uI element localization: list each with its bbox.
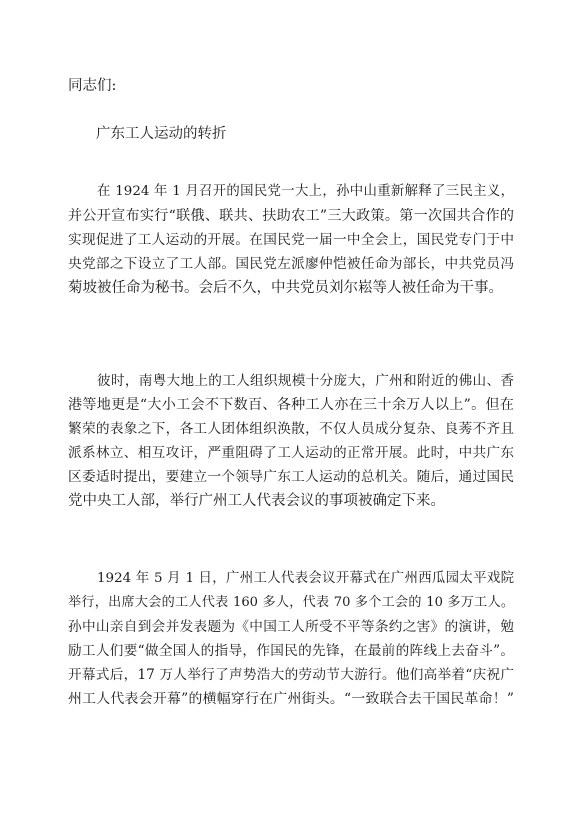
paragraph-line: 央党部之下设立了工人部。国民党左派廖仲恺被任命为部长，中共党员冯 (68, 256, 514, 272)
paragraph-line: 在 1924 年 1 月召开的国民党一大上，孙中山重新解释了三民主义， (97, 184, 514, 199)
paragraph-line: 派系林立、相互攻讦，严重阻碍了工人运动的正常开展。此时，中共广东 (68, 445, 514, 461)
paragraph-line: 并公开宣布实行“联俄、联共、扶助农工”三大政策。第一次国共合作的 (68, 208, 514, 224)
paragraph-line: 1924 年 5 月 1 日，广州工人代表会议开幕式在广州西瓜园太平戏院 (97, 571, 514, 586)
salutation: 同志们: (68, 78, 117, 94)
paragraph-2 (68, 369, 514, 513)
paragraph-line: 励工人们要“做全国人的指导，作国民的先锋，在最前的阵线上去奋斗”。 (68, 643, 514, 659)
paragraph-line: 党中央工人部，举行广州工人代表会议的事项被确定下来。 (68, 493, 445, 509)
paragraph-line: 区委适时提出，要建立一个领导广东工人运动的总机关。随后，通过国民 (68, 469, 514, 485)
paragraph-line: 港等地更是“大小工会不下数百、各种工人亦在三十余万人以上”。但在 (68, 397, 514, 413)
paragraph-line: 实现促进了工人运动的开展。在国民党一届一中全会上，国民党专门于中 (68, 232, 514, 248)
paragraph-line: 举行，出席大会的工人代表 160 多人，代表 70 多个工会的 10 多万工人。 (68, 595, 514, 610)
paragraph-1 (68, 180, 514, 300)
paragraph-line: 开幕式后，17 万人举行了声势浩大的劳动节大游行。他们高举着“庆祝广 (68, 667, 514, 683)
paragraph-line: 繁荣的表象之下，各工人团体组织涣散，不仅人员成分复杂、良莠不齐且 (68, 421, 514, 437)
paragraph-line: 菊坡被任命为秘书。会后不久，中共党员刘尔崧等人被任命为干事。 (68, 280, 503, 296)
paragraph-line: 彼时，南粤大地上的工人组织规模十分庞大，广州和附近的佛山、香 (97, 373, 514, 389)
paragraph-3 (68, 567, 514, 711)
paragraph-line: 州工人代表会开幕”的横幅穿行在广州街头。“一致联合去干国民革命！” (68, 691, 514, 707)
section-title: 广东工人运动的转折 (96, 126, 227, 142)
paragraph-line: 孙中山亲自到会并发表题为《中国工人所受不平等条约之害》的演讲，勉 (68, 619, 514, 635)
